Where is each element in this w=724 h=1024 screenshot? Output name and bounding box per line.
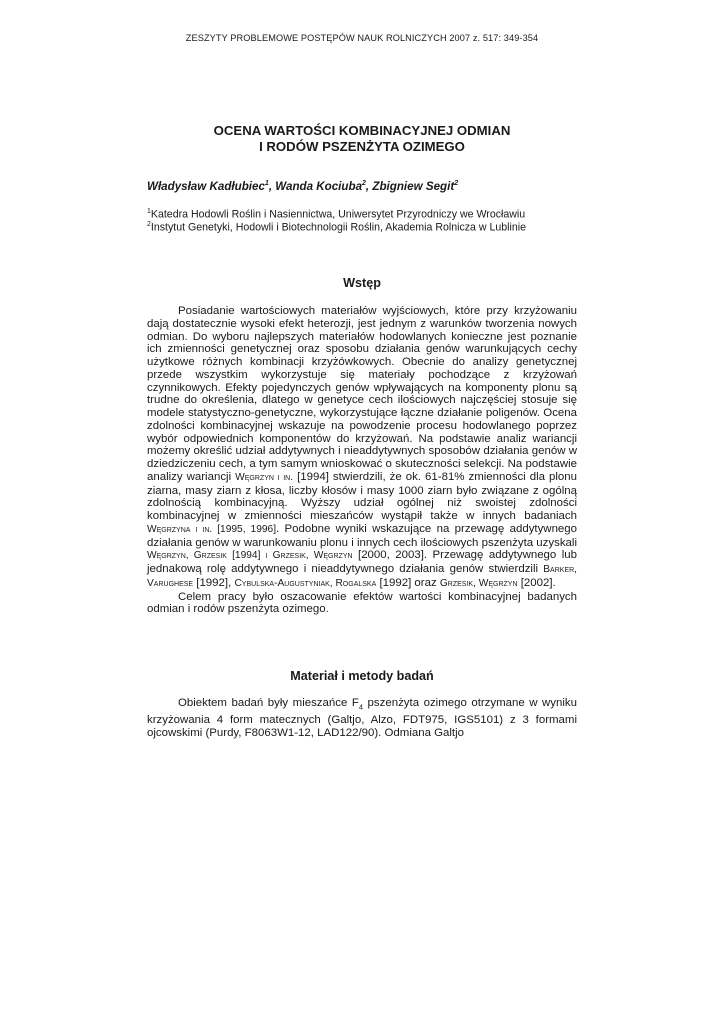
methods-paragraph (147, 697, 577, 740)
intro-paragraph (147, 305, 577, 591)
section-heading-intro: Wstęp (343, 276, 381, 290)
author-list: Władysław Kadłubiec$^1$, Wanda Kociuba$^2$, Zbigniew Segit$^2$ (147, 180, 459, 193)
text-run: [1994] stwierdzili, że ok. 61-81% zmienności dla plonu ziarna, masy ziarn z kłosa, liczby kłosów i masy 1000 ziarn było związane z ogólną zdolnością kombinacyjną. Wyższy udział ogólnej niż swoistej zdolności kombinacyjnej w zmienności mieszańców wystąpił także w innych badaniach (147, 470, 577, 522)
methods-section (147, 697, 577, 740)
author-ref: 2 (454, 180, 459, 188)
text-run: [1992] oraz (376, 576, 440, 589)
intro-section (147, 305, 577, 616)
text-run: [1992], (193, 576, 235, 589)
text-run: pszenżyta ozimego otrzymane w wyniku krzyżowania 4 form matecznych (Galtjo, Alzo, FDT975, IGS5101) z 3 formami ojcowskimi (Purdy, F8063W1-12, LAD122/90). Odmiana Galtjo (147, 697, 577, 739)
citation-year: [1994] (226, 550, 266, 562)
citation-author: Węgrzyna i in. (147, 523, 213, 535)
affiliation-text: Instytut Genetyki, Hodowli i Biotechnologii Roślin, Akademia Rolnicza w Lublinie (150, 221, 526, 234)
text-run: . Podobne wyniki wskazujące na przewagę addytywnego działania genów w warunkowaniu plonu i innych cech ilościowych pszenżyta uzyskali (147, 522, 578, 549)
affiliation (147, 208, 525, 221)
text-run: [2002]. (517, 576, 556, 589)
text-run: [2000, 2003]. Przewagę addytywnego lub jednakową rolę addytywnego i nieaddytywnego działania genów stwierdzili (147, 549, 578, 575)
generation-subscript: 4 (358, 702, 364, 712)
author-ref: 1 (264, 180, 269, 188)
citation-author: Węgrzyn, Grzesik (147, 550, 227, 562)
text-run: Posiadanie wartościowych materiałów wyjściowych, które przy krzyżowaniu dają dostatecznie wysoki efekt heterozji, jest jednym z warunków tworzenia nowych odmian. Do wyboru najlepszych materiałów hodowlanych konieczne jest poznanie ich zmienności genetycznej oraz sposobu działania genów warunkujących cechy użytkowe różnych kombinacji krzyżówkowych. Obecnie do analizy genetycznej przede wszystkim wykorzystuje się materiały pochodzące z krzyżowań czynnikowych. Efekty pojedynczych genów wpływających na komponenty plonu są trudne do określenia, dlatego w genetyce cech ilościowych najczęściej stosuje się modele statystyczno-genetyczne, wykorzystujące łączne działanie poligenów. Ocena zdolności kombinacyjnej wskazuje na powodzenie procesu hodowlanego poprzez wybór odpowiednich komponentów do krzyżowań. Na podstawie analiz wariancji możemy określić udział addytywnych i nieaddytywnych sposobów działania genów w dziedziczeniu cech, a tym samym wnioskować o skuteczności selekcji. Na podstawie analizy wariancji (147, 305, 577, 483)
citation-author: Cybulska-Augustyniak, Rogalska (234, 577, 377, 589)
author-name: Zbigniew Segit (372, 180, 455, 193)
text-run: Obiektem badań były mieszańce F (178, 697, 359, 709)
citation-year: [1995, 1996] (212, 523, 277, 535)
author-name: Wanda Kociuba (275, 180, 363, 193)
author-name: Władysław Kadłubiec (147, 180, 265, 193)
citation-author: Grzesik, Węgrzyn (439, 577, 518, 589)
citation-author: Węgrzyn i in. (235, 471, 294, 483)
author-ref: 2 (362, 180, 366, 188)
intro-paragraph: Celem pracy było oszacowanie efektów wartości kombinacyjnej badanych odmian i rodów pszenżyta ozimego. (147, 590, 577, 616)
affiliation-ref: 2 (147, 221, 151, 228)
affiliation-text: Katedra Hodowli Roślin i Nasiennictwa, Uniwersytet Przyrodniczy we Wrocławiu (150, 208, 526, 221)
affiliation (147, 221, 526, 234)
citation-conjunction: i (265, 550, 268, 562)
section-heading-methods: Materiał i metody badań (290, 669, 434, 683)
title-line-1: OCENA WARTOŚCI KOMBINACYJNEJ ODMIAN (213, 123, 511, 138)
title-line-2: I RODÓW PSZENŻYTA OZIMEGO (259, 139, 465, 154)
citation-author: Barker, Varughese (147, 564, 577, 589)
affiliation-ref: 1 (147, 208, 151, 215)
citation-author: Grzesik, Węgrzyn (267, 550, 353, 562)
running-head: ZESZYTY PROBLEMOWE POSTĘPÓW NAUK ROLNICZYCH 2007 z. 517: 349-354 (185, 33, 539, 43)
paper-title (0, 123, 724, 155)
